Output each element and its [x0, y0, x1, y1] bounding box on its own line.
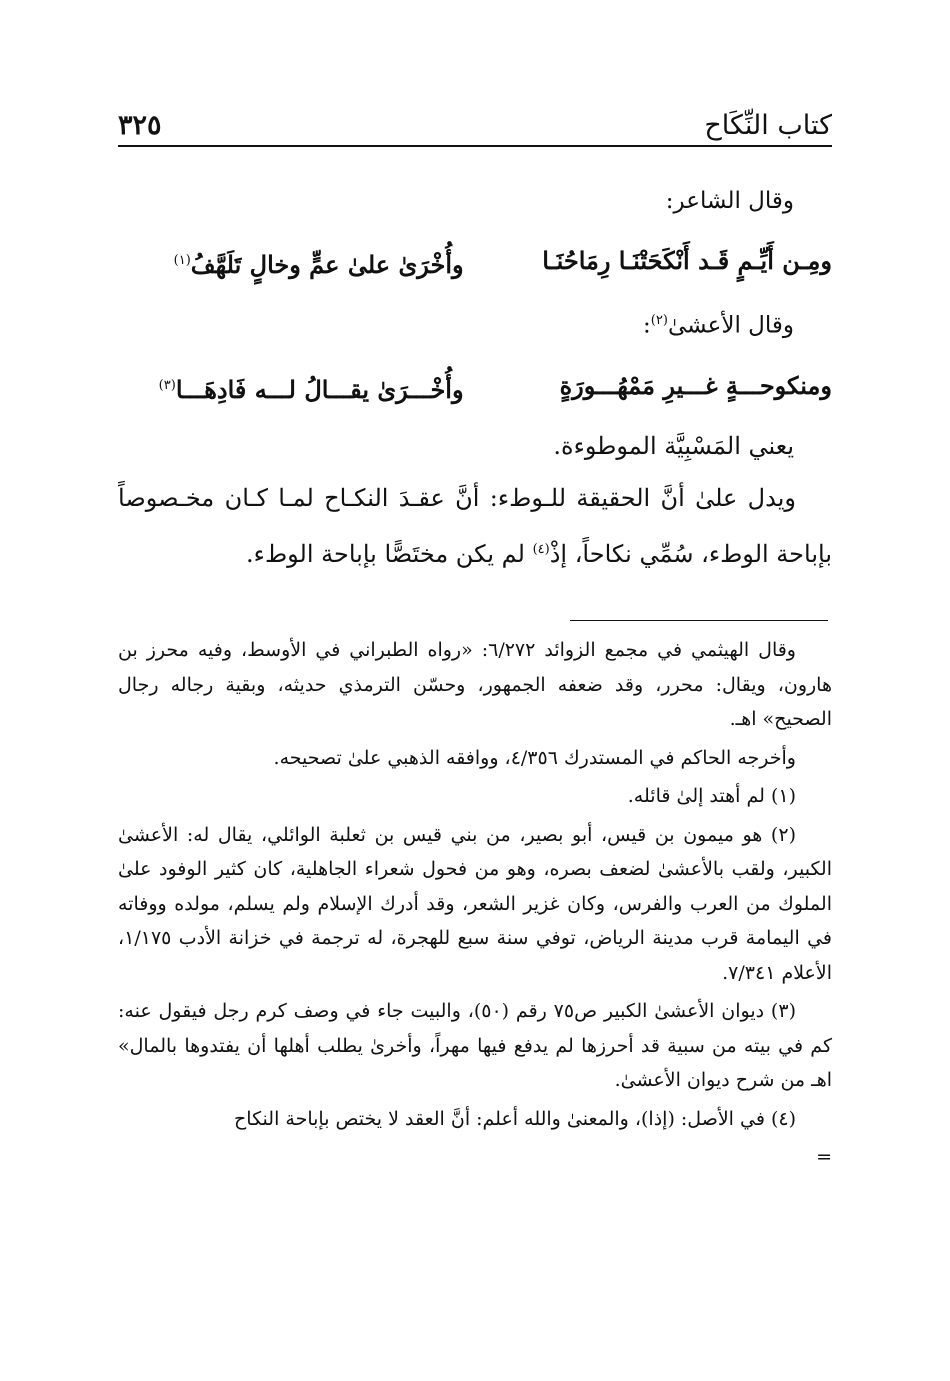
main-text — [118, 175, 832, 580]
footnote-marker-3: (٣) — [158, 377, 176, 393]
meaning-line: يعني المَسْبِيَّة الموطوءة. — [553, 431, 794, 460]
asha-intro-text: وقال الأعشىٰ — [667, 312, 794, 339]
footnote-marker-1: (١) — [173, 253, 191, 268]
running-title: كتاب النِّكَاح — [704, 110, 832, 141]
asha-intro-colon: : — [643, 312, 651, 339]
verse-1 — [118, 235, 832, 291]
asha-intro — [118, 295, 832, 352]
continuation-mark: = — [816, 1146, 832, 1168]
verse-2 — [118, 360, 832, 416]
footnote-1: (١) لم أهتد إلىٰ قائله. — [627, 785, 796, 807]
poet-intro: وقال الشاعر: — [665, 188, 794, 214]
footnote-separator — [570, 620, 828, 621]
verse-2-first-hemistich: ومنكوحـــةٍ غـــيرِ مَمْهُـــورَةٍ — [559, 370, 832, 400]
footnote-continuation: وقال الهيثمي في مجمع الزوائد ٦/٢٧٢: «رواه الطبراني في الأوسط، وفيه محرز بن هارون، ويقال: محرر، وقد ضعفه الجمهور، وحسّن الترمذي حديثه، وبقية رجاله رجال الصحيح» اهـ. — [118, 639, 832, 730]
footnote-3: (٣) ديوان الأعشىٰ الكبير ص٧٥ رقم (٥٠)، والبيت جاء في وصف كرم رجل فيقول عنه: كم في بيته من سبية قد أحرزها لم يدفع فيها مهراً، وأخرىٰ يطلب أهلها أن يفتدوها بالمال» اهـ من شرح ديوان الأعشىٰ. — [118, 1000, 832, 1091]
main-paragraph — [118, 472, 832, 580]
footnotes — [118, 633, 832, 1175]
paragraph-text-1: ويدل علىٰ أنَّ الحقيقة للـوطء: أنَّ عقـدَ النكـاح لمـا كـان مخـصوصاً بإباحة الوطء، سُمِّي نكاحاً، إذْ — [118, 483, 832, 568]
footnote-marker-4: (٤) — [532, 541, 550, 557]
page-header — [118, 95, 832, 147]
footnote-marker-2: (٢) — [650, 313, 668, 328]
verse-1-second-text: وأُخْرَىٰ علىٰ عمٍّ وخالٍ تَلَهَّفُ — [190, 250, 464, 279]
footnote-continuation-2: وأخرجه الحاكم في المستدرك ٤/٣٥٦، ووافقه الذهبي علىٰ تصحيحه. — [273, 746, 796, 769]
paragraph-text-2: لم يكن مختَصًّا بإباحة الوطء. — [246, 539, 533, 568]
footnote-2: (٢) هو ميمون بن قيس، أبو بصير، من بني قيس بن ثعلبة الوائلي، يقال له: الأعشىٰ الكبير، ولقب بالأعشىٰ لضعف بصره، وهو من فحول شعراء الجاهلية، كان كثير الوفود علىٰ الملوك من العرب والفرس، وكان غزير الشعر، وقد أدرك الإسلام ولم يسلم، مولده ووفاته في اليمامة قرب مدينة الرياض، توفي سنة سبع للهجرة، له ترجمة في خزانة الأدب ١/١٧٥، الأعلام ٧/٣٤١. — [118, 823, 832, 984]
verse-2-second-text: وأُخْـــرَىٰ يقـــالُ لـــه فَادِهَـــا — [175, 374, 464, 404]
verse-1-second-hemistich — [118, 235, 464, 291]
page-number: ٣٢٥ — [118, 110, 162, 141]
verse-2-second-hemistich — [118, 360, 464, 416]
verse-1-first-hemistich: ومِـن أَيِّـمٍ قَـد أَنْكَحَتْنَـا رِمَاحُنَـا — [542, 246, 832, 275]
footnote-4: (٤) في الأصل: (إذا)، والمعنىٰ والله أعلم: أنَّ العقد لا يختص بإباحة النكاح — [234, 1107, 796, 1130]
